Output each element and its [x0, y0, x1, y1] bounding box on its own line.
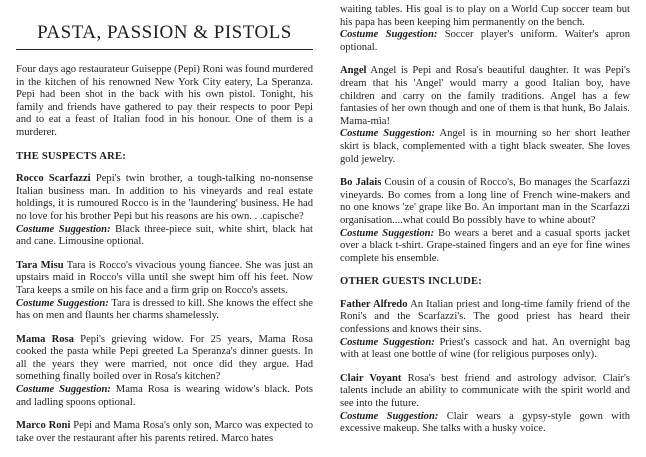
guest-clair-voyant — [340, 373, 630, 436]
suspect-marco-part1 — [16, 420, 313, 445]
suspect-name: Bo Jalais — [340, 177, 382, 189]
suspect-description-part2: waiting tables. His goal is to play on a World Cup soccer team but his papa has been keeping him permanently on the bench. — [340, 4, 630, 28]
suspects-heading: THE SUSPECTS ARE: — [16, 150, 126, 162]
costume-text: Priest's cassock and hat. An overnight bag with at least one bottle of wine (for religious purposes only). — [340, 336, 630, 361]
guest-father-alfredo — [340, 299, 630, 362]
suspect-rocco — [16, 173, 313, 249]
costume-label: Costume Suggestion: — [16, 384, 111, 396]
suspect-description: Angel is Pepi and Rosa's beautiful daughter. It was Pepi's dream that his 'Angel' would marry a good Italian boy, have children and carry on the family traditions. Angel has a few fantasies of her own though and one of them is that hunk, Bo Jalais. Mama-mia! — [340, 65, 630, 127]
costume-label: Costume Suggestion: — [340, 227, 435, 239]
suspect-name: Tara Misu — [16, 259, 64, 271]
costume-label: Costume Suggestion: — [340, 128, 436, 140]
suspect-name: Rocco Scarfazzi — [16, 173, 91, 185]
costume-text: Mama Rosa is wearing widow's black. Pots and ladling spoons optional. — [16, 384, 314, 408]
left-column-body — [16, 64, 313, 456]
suspect-description: Cousin of a cousin of Rocco's, Bo manages the Scarfazzi vineyards. Bo comes from a long line of French wine-makers and no one knows 'ze' grape like Bo. An important man in the Scarfazzi organisation....what could Bo possibly have to whine about? — [340, 177, 630, 226]
suspect-name: Angel — [340, 65, 367, 77]
right-column-body — [340, 4, 630, 447]
costume-text: Angel is in mourning so her short leather skirt is black, complemented with a tight black sweater. She loves gold jewelry. — [340, 128, 630, 165]
suspect-description: Tara is Rocco's vivacious young fiancee. She was just an upstairs maid in Rocco's villa until she swept him off his feet. Now Tara keeps a smile on his face and a firm grip on Rocco's assets. — [16, 259, 313, 296]
document-title: PASTA, PASSION & PISTOLS — [37, 22, 292, 43]
title-underline — [16, 49, 313, 50]
costume-label: Costume Suggestion: — [16, 297, 109, 309]
costume-text: Soccer player's uniform. Waiter's apron optional. — [340, 29, 631, 53]
costume-text: Tara is dressed to kill. She knows the effect she has on men and flaunts her charms shamelessly. — [16, 297, 313, 322]
suspect-description-part1: Pepi and Mama Rosa's only son, Marco was expected to take over the restaurant after his parents retired. Marco hates — [16, 420, 313, 444]
suspect-marco-part2 — [340, 4, 630, 54]
other-guests-heading: OTHER GUESTS INCLUDE: — [340, 276, 482, 288]
costume-label: Costume Suggestion: — [340, 410, 439, 422]
guest-description: An Italian priest and long-time family friend of the Roni's and the Scarfazzi's. The good priest has heard their confessions and knows their sins. — [340, 298, 630, 336]
suspect-description: Pepi's twin brother, a tough-talking no-nonsense Italian business man. In addition to his vineyards and real estate holdings, it is rumoured Rocco is in the 'laundering' business. He had no love for his brother Pepi but his reasons are his own. . .capische? — [16, 173, 314, 222]
suspect-name: Marco Roni — [16, 420, 71, 432]
guest-name: Father Alfredo — [340, 298, 408, 310]
suspect-bo-jalais — [340, 177, 630, 265]
costume-label: Costume Suggestion: — [340, 336, 435, 348]
costume-label: Costume Suggestion: — [340, 29, 438, 41]
intro-paragraph: Four days ago restaurateur Guiseppe (Pepi) Roni was found murdered in the kitchen of his renowned New York City eatery, La Speranza. Pepi had been shot in the back with his own pistol. Tonight, his family and friends have gathered to pay their respects to poor Pepi and to eat a feast of Italian food in his honour. One of them is a murderer. — [16, 64, 313, 138]
suspect-description: Pepi's grieving widow. For 25 years, Mama Rosa cooked the pasta while Pepi greeted La Speranza's dinner guests. In all the years they were married, not once did they argue. Had something finally boiled over in Rosa's kitchen? — [16, 333, 313, 383]
guest-name: Clair Voyant — [340, 372, 402, 384]
suspect-angel — [340, 65, 630, 166]
costume-text: Black three-piece suit, white shirt, black hat and cane. Limousine optional. — [16, 223, 313, 248]
suspect-name: Mama Rosa — [16, 333, 74, 345]
costume-label: Costume Suggestion: — [16, 223, 111, 235]
suspect-mama-rosa — [16, 334, 313, 410]
costume-text: Bo wears a beret and a casual sports jacket over a black t-shirt. Grape-stained fingers and an eye for fine wines complete his ensemble. — [340, 227, 630, 264]
costume-text: Clair wears a gypsy-style gown with excessive makeup. She talks with a husky voice. — [340, 410, 630, 435]
guest-description: Rosa's best friend and astrology advisor. Clair's talents include an ability to communicate with the spirit world and see into the future. — [340, 372, 630, 410]
suspect-tara — [16, 260, 313, 323]
